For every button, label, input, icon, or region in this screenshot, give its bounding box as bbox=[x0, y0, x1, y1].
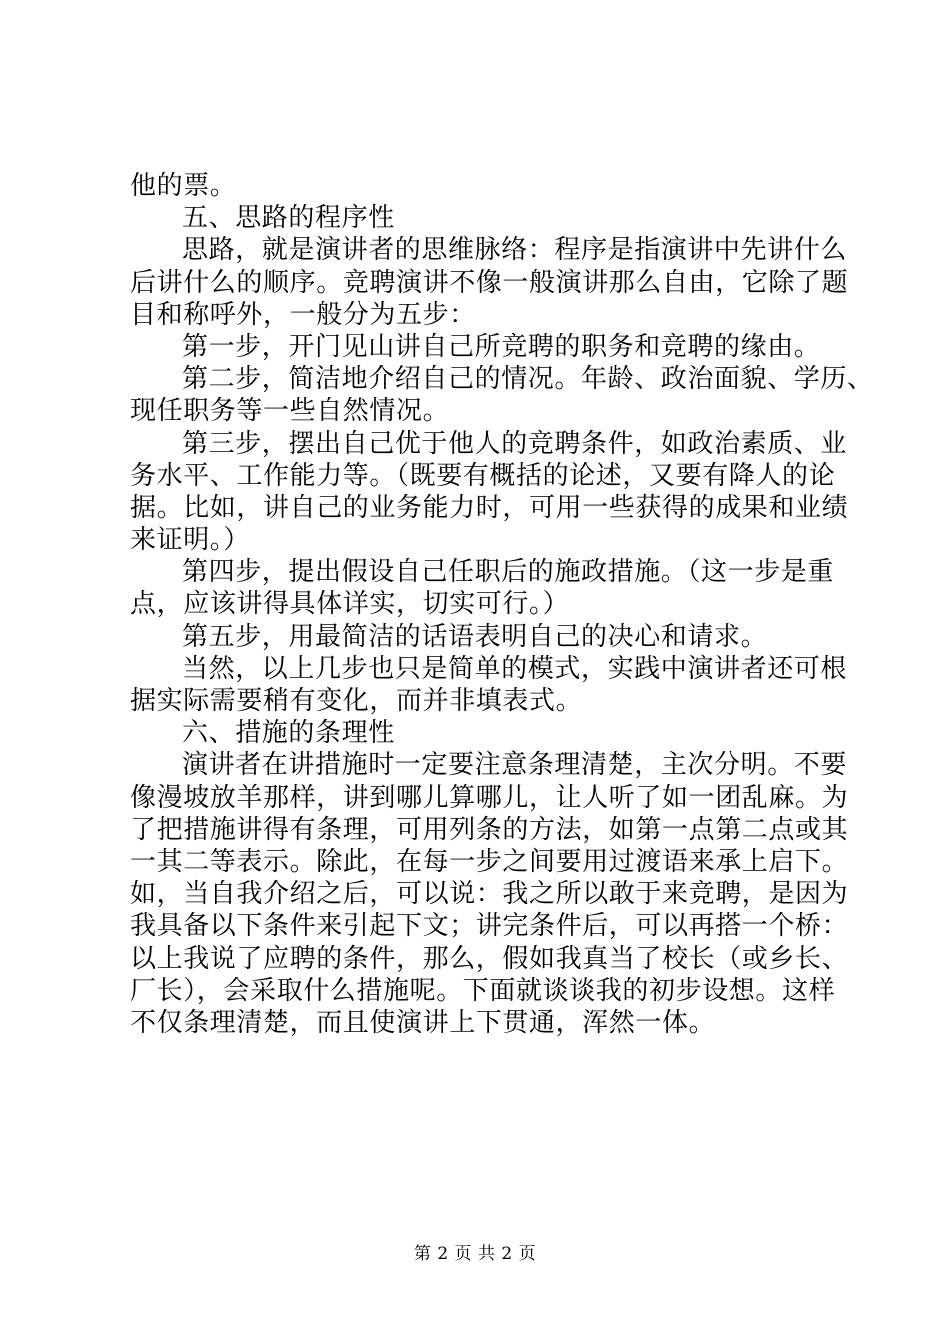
text-line: 第四步，提出假设自己任职后的施政措施。（这一步是重 bbox=[182, 557, 835, 588]
text-line: 厂长），会采取什么措施呢。下面就谈谈我的初步设想。这样 bbox=[130, 975, 836, 1006]
document-body bbox=[130, 170, 874, 1039]
page-footer: 第 2 页 共 2 页 bbox=[413, 1244, 537, 1264]
text-line: 第一步，开门见山讲自己所竞聘的职务和竞聘的缘由。 bbox=[182, 331, 821, 362]
text-line: 不仅条理清楚，而且使演讲上下贯通，浑然一体。 bbox=[130, 1007, 716, 1038]
text-line: 现任职务等一些自然情况。 bbox=[130, 396, 450, 427]
text-line: 以上我说了应聘的条件，那么，假如我真当了校长（或乡长、 bbox=[130, 943, 849, 974]
text-line: 据实际需要稍有变化，而并非填表式。 bbox=[130, 686, 583, 716]
text-line: 一其二等表示。除此，在每一步之间要用过渡语来承上启下。 bbox=[130, 846, 849, 877]
text-line: 我具备以下条件来引起下文；讲完条件后，可以再搭一个桥： bbox=[130, 911, 849, 942]
text-line: 六、措施的条理性 bbox=[182, 718, 395, 749]
text-line: 了把措施讲得有条理，可用列条的方法，如第一点第二点或其 bbox=[130, 814, 849, 845]
text-line: 当然，以上几步也只是简单的模式，实践中演讲者还可根 bbox=[182, 653, 848, 684]
text-line: 据。比如，讲自己的业务能力时，可用一些获得的成果和业绩 bbox=[130, 492, 849, 523]
text-line: 五、思路的程序性 bbox=[182, 203, 395, 234]
text-line: 后讲什么的顺序。竞聘演讲不像一般演讲那么自由，它除了题 bbox=[130, 267, 849, 298]
text-line: 第二步，简洁地介绍自己的情况。年龄、政治面貌、学历、 bbox=[182, 364, 874, 395]
text-line: 务水平、工作能力等。（既要有概括的论述，又要有降人的论 bbox=[130, 460, 836, 491]
text-line: 第三步，摆出自己优于他人的竞聘条件，如政治素质、业 bbox=[182, 428, 848, 459]
text-line: 目和称呼外，一般分为五步： bbox=[130, 299, 476, 330]
text-line: 思路，就是演讲者的思维脉络：程序是指演讲中先讲什么 bbox=[182, 235, 848, 266]
text-line: 演讲者在讲措施时一定要注意条理清楚，主次分明。不要 bbox=[182, 750, 848, 781]
text-line: 来证明。） bbox=[130, 525, 251, 556]
text-line: 他的票。 bbox=[130, 171, 237, 201]
text-line: 如，当自我介绍之后，可以说：我之所以敢于来竞聘，是因为 bbox=[130, 879, 849, 910]
text-line: 第五步，用最简洁的话语表明自己的决心和请求。 bbox=[182, 621, 768, 652]
text-line: 点，应该讲得具体详实，切实可行。） bbox=[130, 589, 570, 620]
text-line: 像漫坡放羊那样，讲到哪儿算哪儿，让人听了如一团乱麻。为 bbox=[130, 782, 849, 813]
